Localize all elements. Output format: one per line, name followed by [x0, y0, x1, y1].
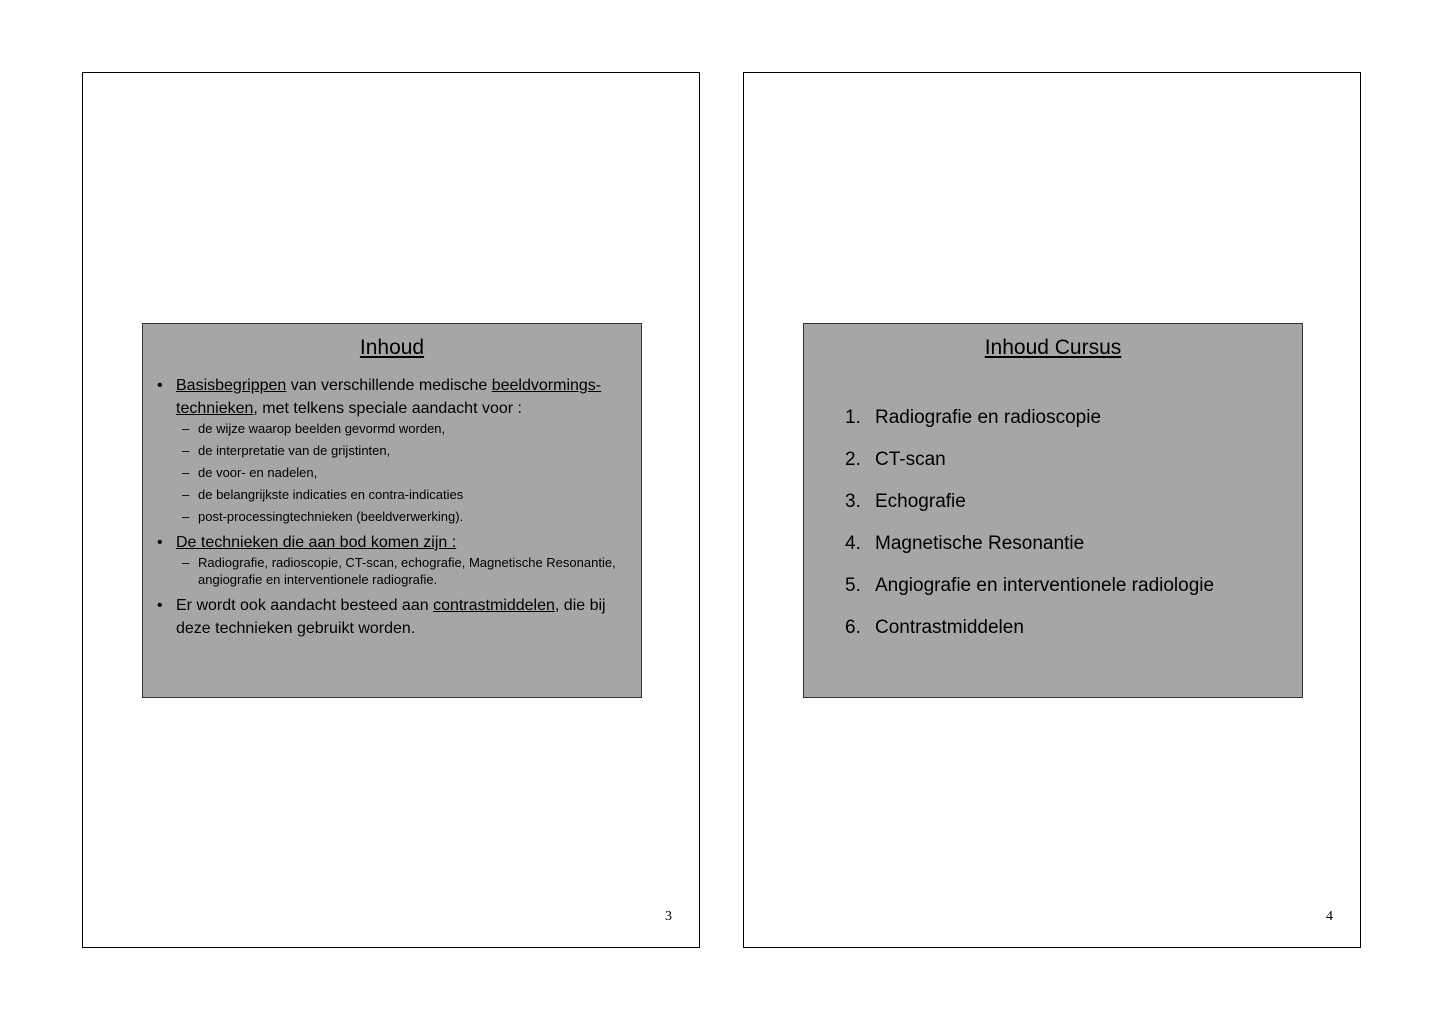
sub-item: – de belangrijkste indicaties en contra-indicaties	[176, 487, 621, 504]
page-number: 3	[665, 909, 672, 924]
item-number: 4.	[845, 533, 861, 554]
bullet-text: van verschillende medische	[286, 377, 492, 394]
item-label: Magnetische Resonantie	[875, 533, 1085, 554]
bullet-text-underlined: beeldvormings-technieken	[176, 377, 602, 417]
sub-item: – Radiografie, radioscopie, CT-scan, echografie, Magnetische Resonantie, angiografie en interventionele radiografie.	[176, 555, 621, 588]
item-number: 3.	[845, 491, 861, 512]
bullet-text: , met telkens speciale aandacht voor :	[253, 400, 522, 417]
item-label: Contrastmiddelen	[875, 617, 1024, 638]
bullet-text-underlined: contrastmiddelen	[433, 596, 555, 614]
sub-item: – de interpretatie van de grijstinten,	[176, 443, 621, 460]
page-number: 4	[1326, 909, 1333, 924]
list-item	[845, 616, 1302, 640]
slide-inhoud-cursus	[803, 323, 1303, 698]
item-number: 6.	[845, 617, 861, 638]
sub-list	[176, 421, 621, 526]
bullet-item	[155, 374, 621, 526]
numbered-list	[845, 406, 1302, 640]
slide-title: Inhoud Cursus	[984, 336, 1122, 359]
list-item	[845, 532, 1302, 556]
bullet-text-underlined: De technieken die aan bod komen zijn :	[176, 534, 457, 551]
item-label: CT-scan	[875, 449, 946, 470]
list-item	[845, 574, 1302, 598]
sub-item: – de wijze waarop beelden gevormd worden,	[176, 421, 621, 438]
bullet-item	[155, 594, 621, 640]
slide-inhoud	[142, 323, 642, 698]
item-number: 1.	[845, 407, 861, 428]
page-left	[82, 72, 700, 948]
item-label: Echografie	[875, 491, 966, 512]
bullet-text: Er wordt ook aandacht besteed aan	[176, 596, 434, 614]
item-label: Radiografie en radioscopie	[875, 407, 1102, 428]
sub-item: – post-processingtechnieken (beeldverwerking).	[176, 509, 621, 526]
list-item	[845, 448, 1302, 472]
item-label: Angiografie en interventionele radiologie	[875, 575, 1215, 596]
page-right	[743, 72, 1361, 948]
list-item	[845, 490, 1302, 514]
sub-item: – de voor- en nadelen,	[176, 465, 621, 482]
bullet-text: , die bij deze technieken gebruikt worden.	[176, 596, 606, 637]
list-item	[845, 406, 1302, 430]
item-number: 2.	[845, 449, 861, 470]
bullet-text-underlined: Basisbegrippen	[176, 377, 287, 394]
slide-title: Inhoud	[359, 336, 425, 359]
bullet-item	[155, 531, 621, 588]
bullet-list	[155, 374, 621, 640]
sub-list	[176, 555, 621, 588]
item-number: 5.	[845, 575, 861, 596]
